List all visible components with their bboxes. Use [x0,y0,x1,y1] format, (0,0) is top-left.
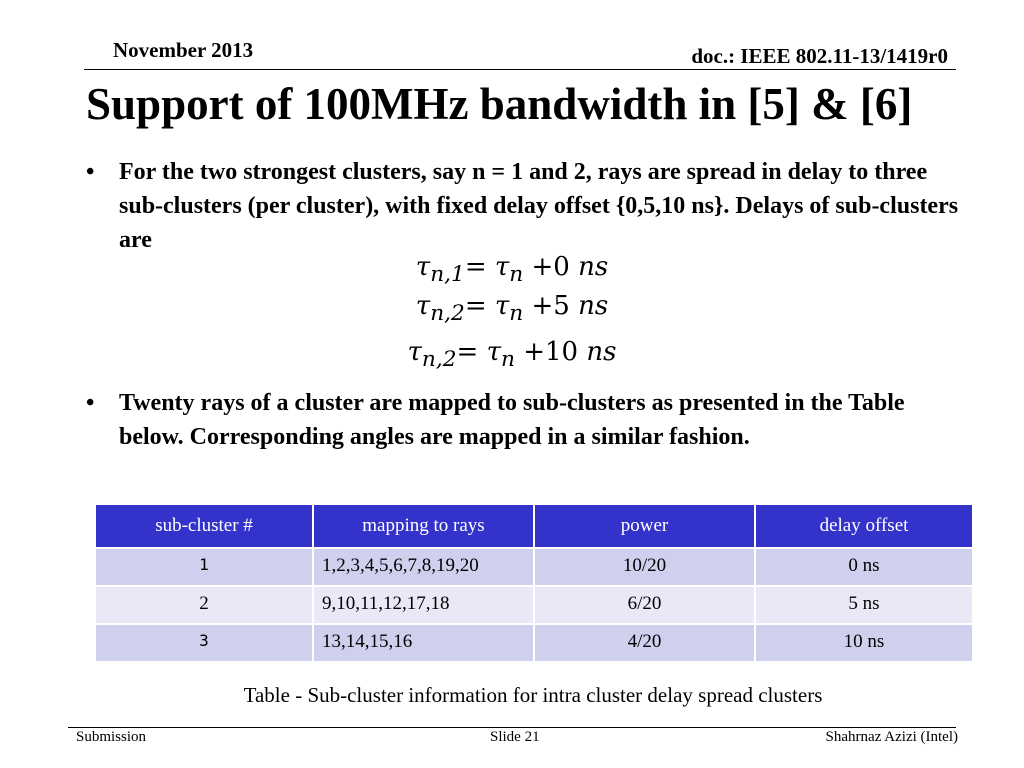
footer-author: Shahrnaz Azizi (Intel) [825,729,958,745]
header-date: November 2013 [113,38,254,62]
eq-rhs-subscript: n [501,347,515,373]
eq-equals: = [464,291,487,321]
equation-delay-subcluster-2 [0,291,1024,326]
footer-slide-number: Slide 21 [490,729,540,745]
bullet-item [86,155,966,265]
eq-offset-value: 10 [545,337,579,367]
column-header: delay offset [755,504,973,548]
eq-lhs-symbol: τ [407,337,422,367]
eq-offset-value: 5 [553,291,570,321]
table-row [95,586,973,624]
table-cell: 10/20 [534,548,755,586]
bullet-item [86,386,966,496]
table-cell: 4/20 [534,624,755,662]
equation-delay-subcluster-1 [0,252,1024,287]
table-cell: 13,14,15,16 [313,624,534,662]
footer-submission: Submission [76,729,147,745]
eq-equals: = [456,337,479,367]
eq-plus: + [531,291,554,321]
table-cell: 10 ns [755,624,973,662]
table-row [95,548,973,586]
header-divider [84,69,956,70]
bullet-text: Twenty rays of a cluster are mapped to sub-clusters as presented in the Table below. Corresponding angles are mapped in a similar fashion. [119,390,905,450]
table-row [95,624,973,662]
eq-rhs-symbol: τ [494,252,510,282]
table-cell: 1,2,3,4,5,6,7,8,19,20 [313,548,534,586]
eq-equals: = [464,252,487,282]
eq-unit: ns [578,252,609,282]
eq-lhs-symbol: τ [415,291,431,321]
table-cell: 6/20 [534,586,755,624]
column-header: sub-cluster # [95,504,313,548]
eq-unit: ns [586,337,617,367]
bullet-marker: • [86,390,95,416]
eq-offset-value: 0 [553,252,570,282]
bullet-marker: • [86,159,95,185]
eq-rhs-subscript: n [509,301,524,327]
table-cell: 3 [95,624,313,662]
sub-cluster-table [94,503,974,663]
eq-plus: + [523,337,546,367]
eq-lhs-subscript: n,2 [421,347,457,373]
slide-title: Support of 100MHz bandwidth in [5] & [6] [86,79,913,129]
header-doc-id: doc.: IEEE 802.11-13/1419r0 [691,44,948,68]
eq-lhs-subscript: n,1 [430,262,465,288]
eq-lhs-symbol: τ [415,252,431,282]
table-caption: Table - Sub-cluster information for intra cluster delay spread clusters [243,683,823,707]
bullet-text: For the two strongest clusters, say n = 1 and 2, rays are spread in delay to three sub-clusters (per cluster), with fixed delay offset {0,5,10 ns}. Delays of sub-clusters are [119,159,959,253]
table-header-row [95,504,973,548]
eq-unit: ns [578,291,609,321]
column-header: power [534,504,755,548]
table-cell: 5 ns [755,586,973,624]
table-cell: 0 ns [755,548,973,586]
eq-rhs-subscript: n [509,262,524,288]
table-cell: 1 [95,548,313,586]
equation-delay-subcluster-3 [0,337,1024,372]
eq-lhs-subscript: n,2 [430,301,465,327]
eq-rhs-symbol: τ [486,337,501,367]
table-cell: 9,10,11,12,17,18 [313,586,534,624]
table-cell: 2 [95,586,313,624]
footer-divider [68,727,956,728]
eq-plus: + [531,252,554,282]
eq-rhs-symbol: τ [494,291,510,321]
column-header: mapping to rays [313,504,534,548]
